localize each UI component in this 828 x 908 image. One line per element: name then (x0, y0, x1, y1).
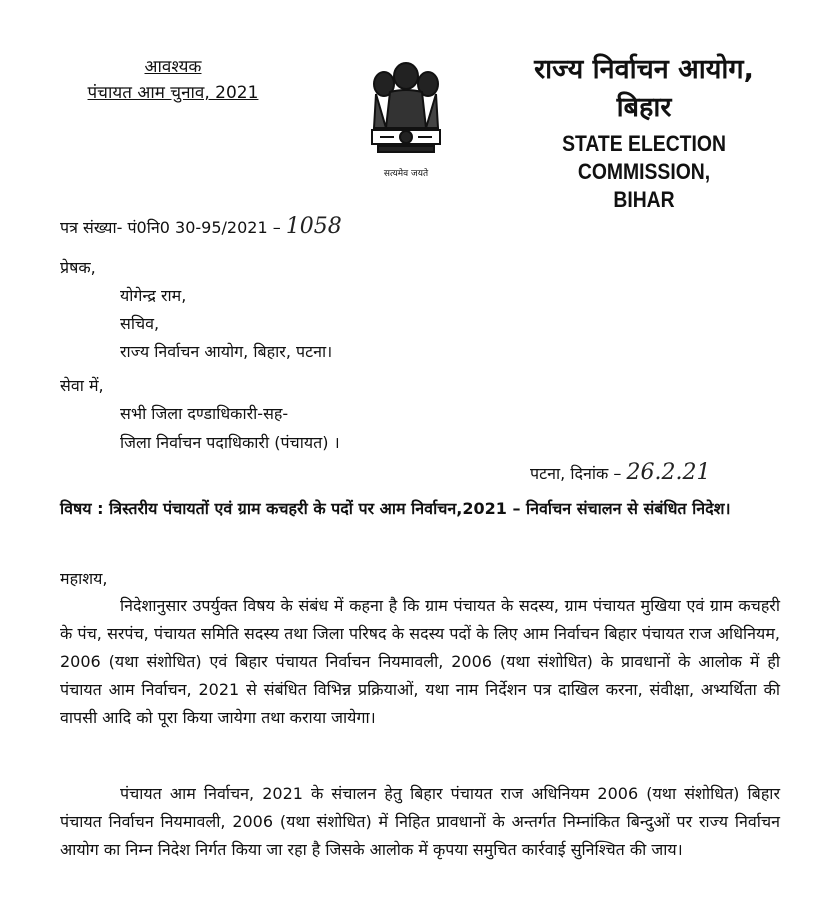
paragraph-2: पंचायत आम निर्वाचन, 2021 के संचालन हेतु बिहार पंचायत राज अधिनियम 2006 (यथा संशोधित) बिहार पंचायत निर्वाचन नियमावली, 2006 (यथा संशोधित) में निहित प्रावधानों के अन्तर्गत निम्नांकित बिन्दुओं पर राज्य निर्वाचन आयोग का निम्न निदेश निर्गत किया जा रहा है जिसके आलोक में कृपया समुचित कार्रवाई सुनिश्चित की जाय। (60, 784, 780, 859)
letter-number-label: पत्र संख्या- पं0नि0 30-95/2021 – (60, 218, 281, 237)
urgent-label: आवश्यक (144, 57, 202, 77)
sender-office: राज्य निर्वाचन आयोग, बिहार, पटना। (120, 342, 333, 361)
national-emblem-icon (360, 58, 452, 180)
emblem-motto: सत्यमेव जयते (383, 169, 429, 179)
recipient-label: सेवा में, (60, 376, 104, 395)
subject (60, 494, 780, 524)
state-name-english: BIHAR (613, 187, 675, 212)
date-handwritten: 26.2.21 (626, 460, 711, 485)
commission-title-hindi: राज्य निर्वाचन आयोग, (534, 54, 754, 85)
subject-label: विषय : (60, 499, 104, 518)
recipient-line1: सभी जिला दण्डाधिकारी-सह- (120, 404, 289, 423)
letter-number-handwritten: 1058 (285, 214, 342, 239)
recipient-line2: जिला निर्वाचन पदाधिकारी (पंचायत) । (120, 433, 340, 452)
sender-label: प्रेषक, (60, 258, 96, 277)
sender-designation: सचिव, (120, 314, 160, 333)
sender-name: योगेन्द्र राम, (120, 286, 187, 305)
header-left (58, 54, 288, 106)
commission-title-english: STATE ELECTION COMMISSION, (562, 131, 726, 184)
date-label: पटना, दिनांक – (530, 464, 622, 483)
letter-date (530, 460, 710, 486)
election-label: पंचायत आम चुनाव, 2021 (87, 83, 259, 103)
header-right (484, 52, 804, 214)
subject-text: त्रिस्तरीय पंचायतों एवं ग्राम कचहरी के पदों पर आम निर्वाचन,2021 – निर्वाचन संचालन से संबंधित निदेश। (109, 499, 731, 518)
state-name-hindi: बिहार (616, 92, 672, 123)
letter-number (60, 214, 342, 240)
salutation: महाशय, (60, 569, 108, 588)
paragraph-1: निदेशानुसार उपर्युक्त विषय के संबंध में कहना है कि ग्राम पंचायत के सदस्य, ग्राम पंचायत मुखिया एवं ग्राम कचहरी के पंच, सरपंच, पंचायत समिति सदस्य तथा जिला परिषद के सदस्य पदों के लिए आम निर्वाचन बिहार पंचायत राज अधिनियम, 2006 (यथा संशोधित) एवं बिहार पंचायत निर्वाचन नियमावली, 2006 (यथा संशोधित) के प्रावधानों के आलोक में ही पंचायत आम निर्वाचन, 2021 से संबंधित विभिन्न प्रक्रियाओं, यथा नाम निर्देशन पत्र दाखिल करना, संवीक्षा, अभ्यर्थिता की वापसी आदि को पूरा किया जायेगा तथा कराया जायेगा। (60, 596, 780, 727)
